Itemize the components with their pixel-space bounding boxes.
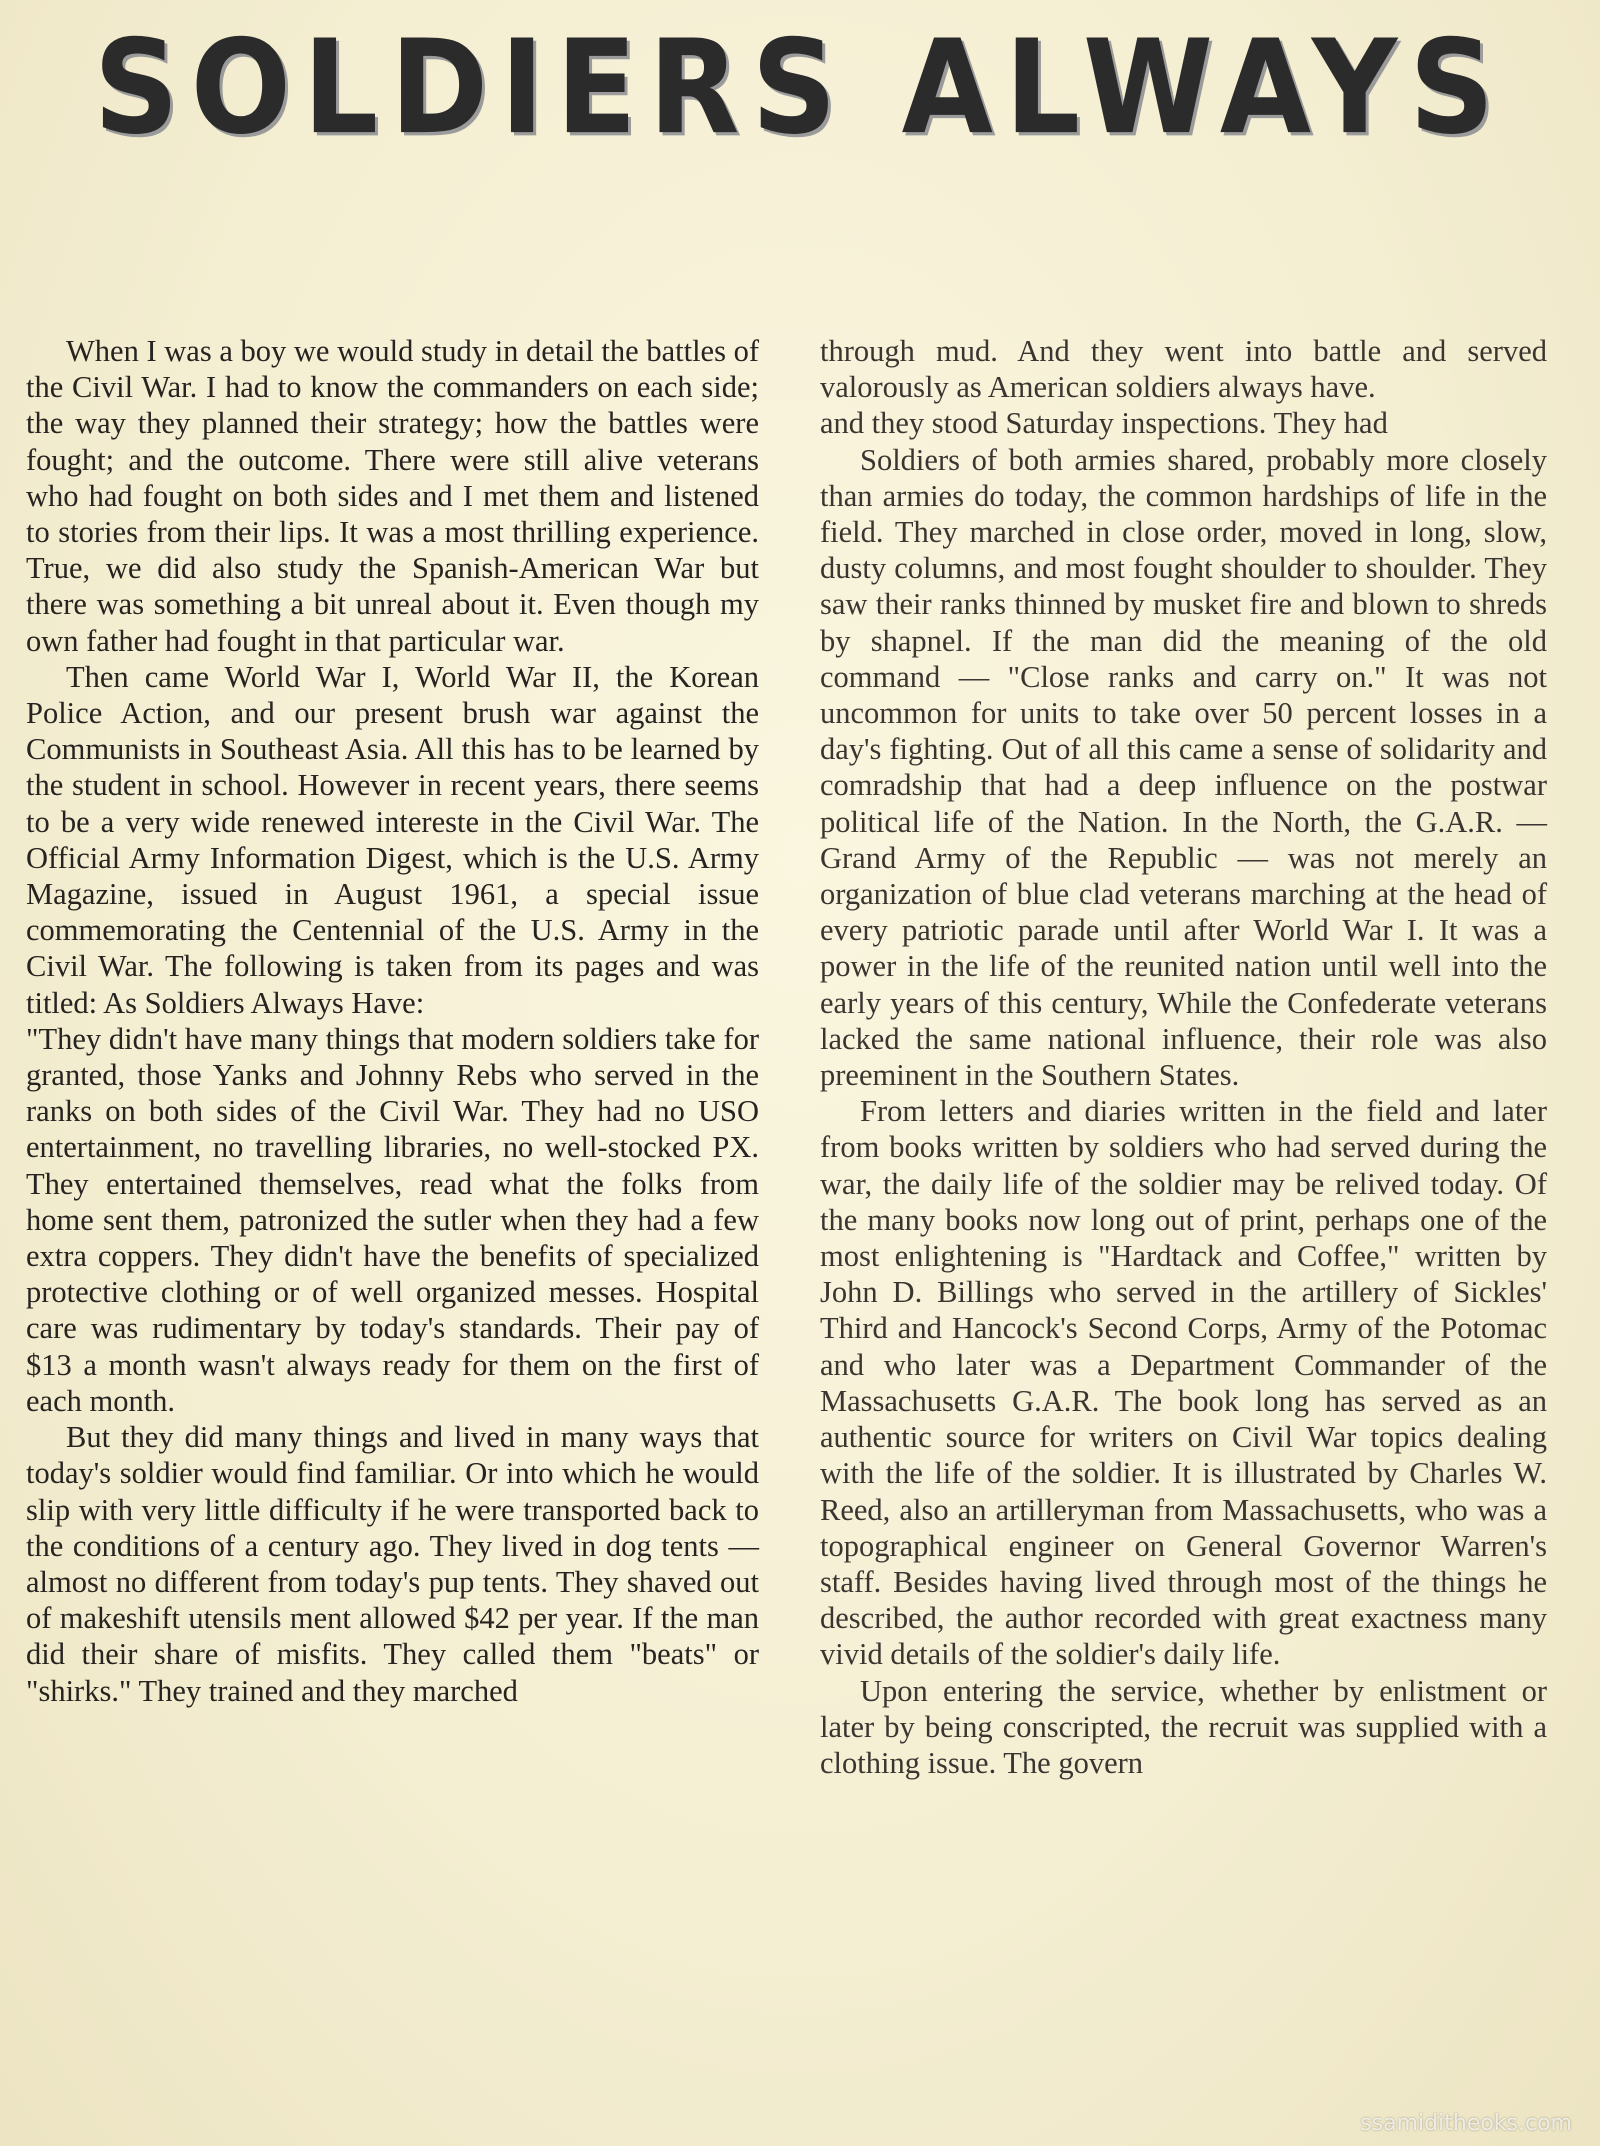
page-title: SOLDIERS ALWAYS (93, 11, 1507, 163)
paragraph: But they did many things and lived in many ways that today's soldier would find familiar. Or into which he would slip with very little difficulty if he were transported back to the conditions of a century ago. They lived in dog tents — almost no different from today's pup tents. They shaved out of makeshift utensils ment allowed $42 per year. If the man did their share of misfits. They called them "beats" or "shirks." They trained and they marched (26, 1420, 759, 1708)
paragraph: and they stood Saturday inspections. They had (820, 406, 1388, 441)
paragraph: "They didn't have many things that modern soldiers take for granted, those Yanks and Johnny Rebs who served in the ranks on both sides of the Civil War. They had no USO entertainment, no travelling libraries, no well-stocked PX. They entertained themselves, read what the folks from home sent them, patronized the sutler when they had a few extra coppers. They didn't have the benefits of specialized protective clothing or of well organized messes. Hospital care was rudimentary by today's standards. Their pay of $13 a month wasn't always ready for them on the first of each month. (26, 1021, 759, 1418)
paragraph: When I was a boy we would study in detail the battles of the Civil War. I had to know the commanders on each side; the way they planned their strategy; how the battles were fought; and the outcome. There were still alive veterans who had fought on both sides and I met them and listened to stories from their lips. It was a most thrilling experience. True, we did also study the Spanish-American War but there was something a bit unreal about it. Even though my own father had fought in that particular war. (26, 334, 759, 658)
paragraph: Upon entering the service, whether by enlistment or later by being conscripted, the recruit was supplied with a clothing issue. The govern (820, 1673, 1547, 1780)
paragraph: through mud. And they went into battle and served valorously as American soldiers always have. (820, 334, 1547, 405)
watermark: ssamiditheoks.com (1360, 2111, 1572, 2136)
paragraph: Then came World War I, World War II, the Korean Police Action, and our present brush war against the Communists in Southeast Asia. All this has to be learned by the student in school. However in recent years, there seems to be a very wide renewed intereste in the Civil War. The Official Army Information Digest, which is the U.S. Army Magazine, issued in August 1961, a special issue commemorating the Centennial of the U.S. Army in the Civil War. The following is taken from its pages and was titled: As Soldiers Always Have: (26, 659, 759, 1020)
right-column (820, 333, 1547, 1781)
left-column (26, 333, 759, 1709)
paragraph: Soldiers of both armies shared, probably more closely than armies do today, the common hardships of life in the field. They marched in close order, moved in long, slow, dusty columns, and most fought shoulder to shoulder. They saw their ranks thinned by musket fire and blown to shreds by shapnel. If the man did the meaning of the old command — "Close ranks and carry on." It was not uncommon for units to take over 50 percent losses in a day's fighting. Out of all this came a sense of solidarity and comradship that had a deep influence on the postwar political life of the Nation. In the North, the G.A.R. — Grand Army of the Republic — was not merely an organization of blue clad veterans marching at the head of every patriotic parade until after World War I. It was a power in the life of the reunited nation until well into the early years of this century, While the Confederate veterans lacked the same national influence, their role was also preeminent in the Southern States. (820, 442, 1547, 1093)
paragraph: From letters and diaries written in the field and later from books written by soldiers who had served during the war, the daily life of the soldier may be relived today. Of the many books now long out of print, perhaps one of the most enlightening is "Hardtack and Coffee," written by John D. Billings who served in the artillery of Sickles' Third and Hancock's Second Corps, Army of the Potomac and who later was a Department Commander of the Massachusetts G.A.R. The book long has served as an authentic source for writers on Civil War topics dealing with the life of the soldier. It is illustrated by Charles W. Reed, also an artilleryman from Massachusetts, who was a topographical engineer on General Governor Warren's staff. Besides having lived through most of the things he described, the author recorded with great exactness many vivid details of the soldier's daily life. (820, 1094, 1547, 1672)
